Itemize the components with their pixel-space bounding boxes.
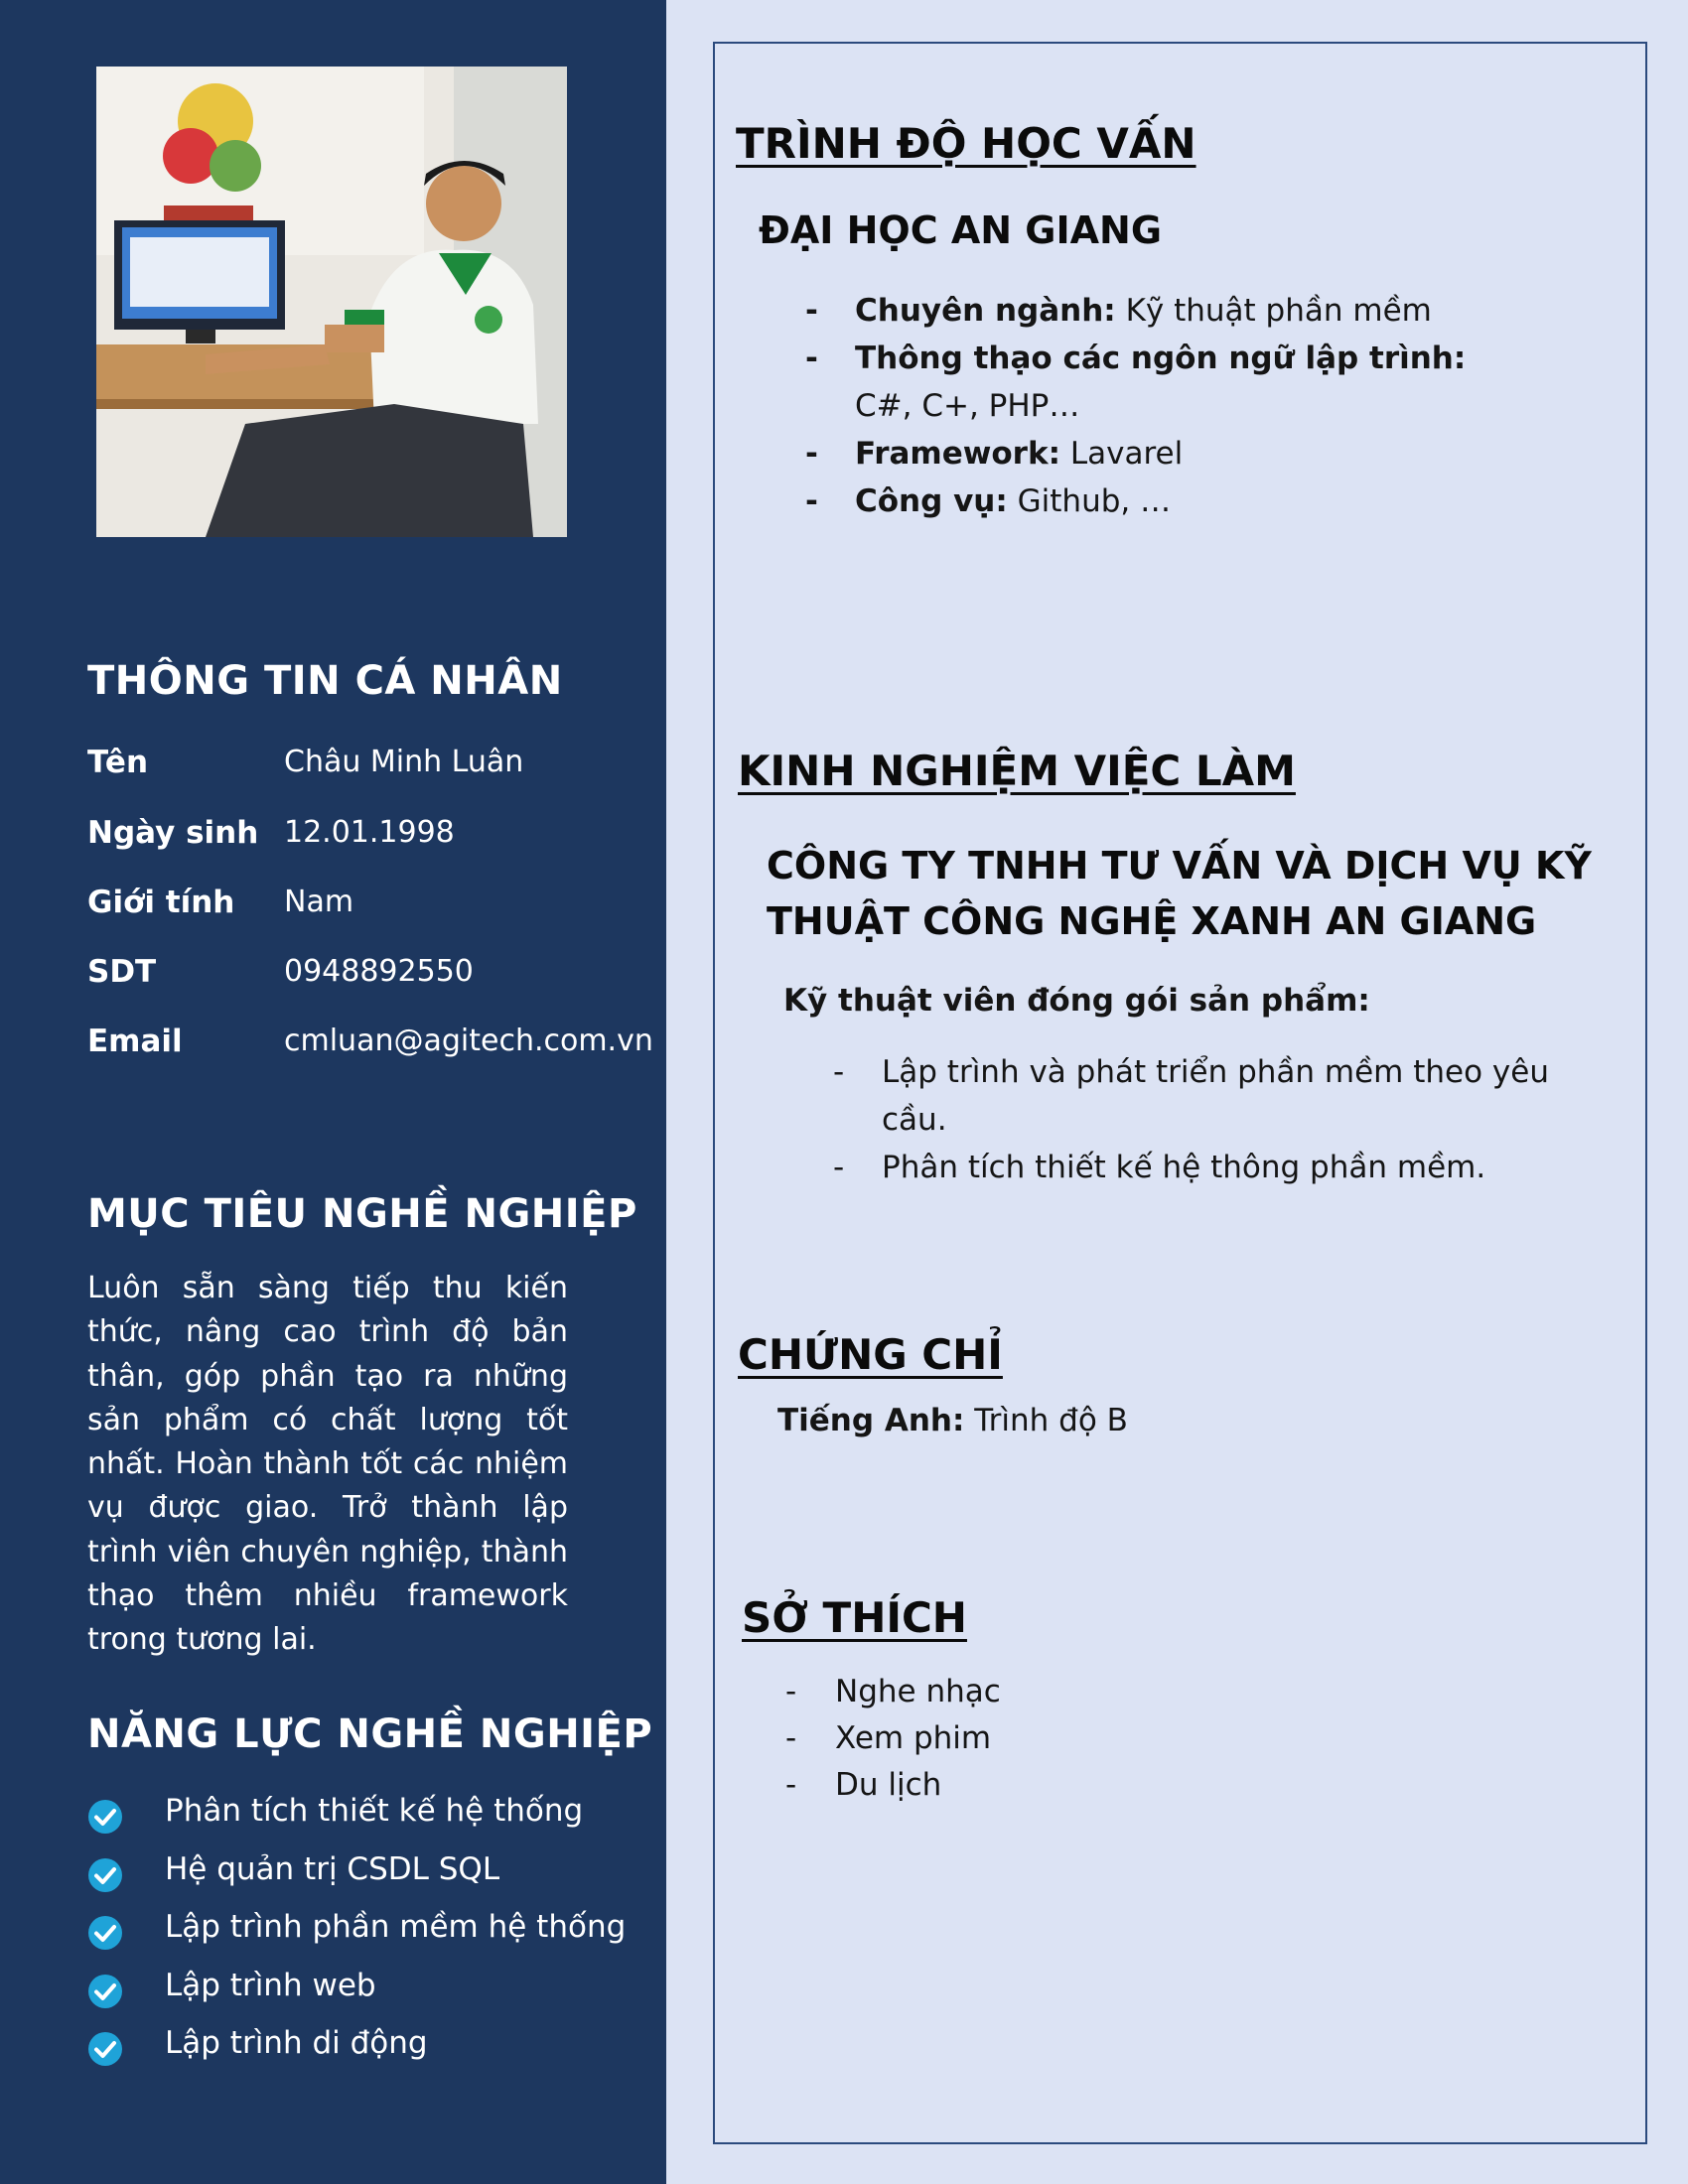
bullet-dash: - — [805, 293, 818, 329]
info-label: Tên — [87, 745, 149, 780]
sidebar — [0, 0, 666, 2184]
info-value: 12.01.1998 — [284, 815, 455, 850]
check-circle-icon — [87, 1799, 123, 1835]
check-circle-icon — [87, 1974, 123, 2009]
languages-value: C#, C+, PHP… — [855, 388, 1080, 424]
skill-label: Lập trình phần mềm hệ thống — [165, 1909, 627, 1945]
hobbies-heading: SỞ THÍCH — [742, 1593, 967, 1642]
company-name-line1: CÔNG TY TNHH TƯ VẤN VÀ DỊCH VỤ KỸ — [767, 844, 1592, 887]
hobby-item: Nghe nhạc — [835, 1674, 1001, 1709]
bullet-dash: - — [785, 1720, 797, 1756]
school-name: ĐẠI HỌC AN GIANG — [759, 208, 1163, 252]
objective-text: Luôn sẵn sàng tiếp thu kiến thức, nâng cao trình độ bản thân, góp phần tạo ra những sản phẩm có chất lượng tốt nhất. Hoàn thành tốt các nhiệm vụ được giao. Trở thành lập trình viên chuyên nghiệp, thành thạo thêm nhiều framework trong tương lai. — [87, 1271, 568, 1658]
certificate-label: Tiếng Anh: — [777, 1403, 965, 1438]
tools-label: Công vụ: — [855, 483, 1008, 519]
check-circle-icon — [87, 1915, 123, 1951]
email-link[interactable]: cmluan@agitech.com.vn — [284, 1024, 653, 1058]
education-major — [855, 293, 1432, 329]
experience-heading: KINH NGHIỆM VIỆC LÀM — [738, 747, 1296, 795]
skill-label: Lập trình di động — [165, 2025, 428, 2061]
education-heading: TRÌNH ĐỘ HỌC VẤN — [736, 119, 1196, 168]
objective-heading: MỤC TIÊU NGHỀ NGHIỆP — [87, 1191, 637, 1237]
task-1-line2: cầu. — [882, 1102, 947, 1138]
education-tools — [855, 483, 1171, 519]
certificates-heading: CHỨNG CHỈ — [738, 1330, 1003, 1379]
bullet-dash: - — [805, 483, 818, 519]
info-value: Châu Minh Luân — [284, 745, 524, 779]
skill-label: Phân tích thiết kế hệ thống — [165, 1793, 584, 1829]
major-label: Chuyên ngành: — [855, 293, 1116, 329]
info-value: Nam — [284, 885, 354, 919]
info-label: Ngày sinh — [87, 815, 259, 851]
bullet-dash: - — [805, 436, 818, 472]
info-row-birthdate — [87, 815, 643, 865]
skill-label: Lập trình web — [165, 1967, 376, 2003]
info-value: 0948892550 — [284, 954, 474, 989]
bullet-dash: - — [785, 1674, 797, 1709]
framework-label: Framework: — [855, 436, 1060, 472]
hobby-item: Xem phim — [835, 1720, 992, 1756]
job-role: Kỹ thuật viên đóng gói sản phẩm: — [783, 983, 1370, 1019]
info-row-gender — [87, 885, 643, 934]
tools-value: Github, … — [1017, 483, 1172, 519]
main-content — [666, 0, 1688, 2184]
bullet-dash: - — [785, 1767, 797, 1803]
skill-label: Hệ quản trị CSDL SQL — [165, 1850, 500, 1887]
check-circle-icon — [87, 1857, 123, 1893]
certificate-english — [777, 1403, 1128, 1438]
company-name-line2: THUẬT CÔNG NGHỆ XANH AN GIANG — [767, 899, 1537, 943]
task-1-line1: Lập trình và phát triển phần mềm theo yêu — [882, 1054, 1549, 1090]
skills-heading: NĂNG LỰC NGHỀ NGHIỆP — [87, 1711, 653, 1757]
languages-label: Thông thạo các ngôn ngữ lập trình: — [855, 341, 1467, 376]
check-circle-icon — [87, 2031, 123, 2067]
education-framework — [855, 436, 1183, 472]
certificate-value: Trình độ B — [974, 1403, 1128, 1438]
hobby-item: Du lịch — [835, 1767, 942, 1803]
profile-photo — [96, 67, 567, 537]
personal-info-heading: THÔNG TIN CÁ NHÂN — [87, 658, 563, 704]
info-row-phone — [87, 954, 643, 1004]
major-value: Kỹ thuật phần mềm — [1125, 293, 1432, 329]
bullet-dash: - — [833, 1150, 845, 1185]
info-row-email — [87, 1024, 653, 1073]
info-label: Giới tính — [87, 885, 235, 920]
info-label: Email — [87, 1024, 183, 1059]
bullet-dash: - — [805, 341, 818, 376]
info-label: SDT — [87, 954, 157, 990]
framework-value: Lavarel — [1069, 436, 1184, 472]
bullet-dash: - — [833, 1054, 845, 1090]
task-2: Phân tích thiết kế hệ thông phần mềm. — [882, 1150, 1486, 1185]
info-row-name — [87, 745, 643, 794]
